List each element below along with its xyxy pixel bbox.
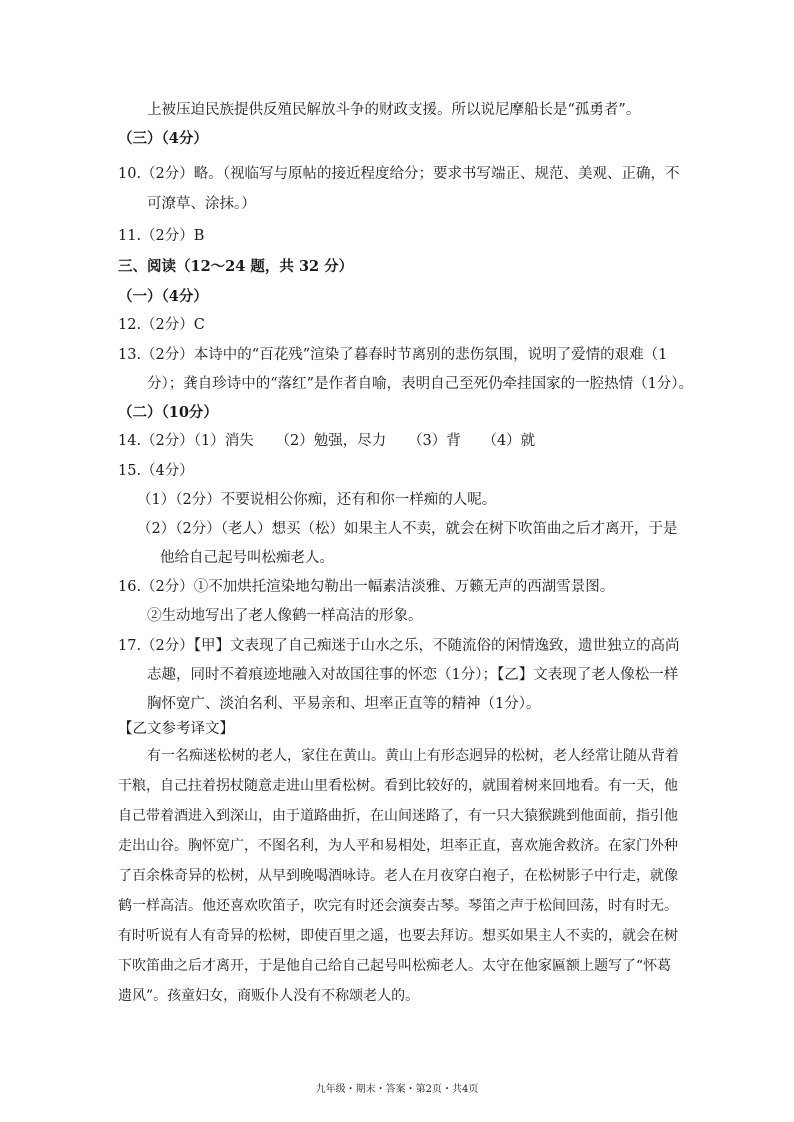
answer-14: 14.（2分）（1）消失 （2）勉强，尽力 （3）背 （4）就 bbox=[118, 433, 536, 449]
text-line: 胸怀宽广、淡泊名利、平易亲和、坦率正直等的精神（1分）。 bbox=[147, 696, 541, 712]
text-line: 他给自己起号叫松痴老人。 bbox=[160, 550, 334, 566]
answer-16: 16.（2分）①不加烘托渲染地勾勒出一幅素洁淡雅、万籁无声的西湖雪景图。 bbox=[118, 579, 615, 595]
text-line: 可潦草、涂抹。） bbox=[147, 196, 256, 212]
page-footer: 九年级・期末・答案・第2页・共4页 bbox=[315, 1084, 479, 1095]
translation-line: 走出山谷。胸怀宽广，不图名利，为人平和易相处，坦率正直，喜欢施舍救济。在家门外种 bbox=[118, 838, 678, 854]
translation-line: 遗风”。孩童妇女，商贩仆人没有不称颂老人的。 bbox=[118, 988, 420, 1004]
answer-17: 17.（2分）【甲】文表现了自己痴迷于山水之乐，不随流俗的闲情逸致，遗世独立的高尚 bbox=[118, 638, 680, 654]
answer-15: 15.（4分） bbox=[118, 463, 194, 479]
answer-10: 10.（2分）略。（视临写与原帖的接近程度给分；要求书写端正、规范、美观、正确，不 bbox=[118, 166, 680, 182]
text-line: 上被压迫民族提供反殖民解放斗争的财政支援。所以说尼摩船长是“孤勇者”。 bbox=[147, 102, 641, 118]
text-line: （2）（2分）（老人）想买（松）如果主人不卖，就会在树下吹笛曲之后才离开，于是 bbox=[137, 521, 678, 537]
translation-line: 有时听说有人有奇异的松树，即使百里之遥，也要去拜访。想买如果主人不卖的，就会在树 bbox=[118, 928, 678, 944]
answer-12: 12.（2分）C bbox=[118, 317, 205, 333]
text-line: （1）（2分）不要说相公你痴，还有和你一样痴的人呢。 bbox=[137, 492, 497, 508]
text-line: ②生动地写出了老人像鹤一样高洁的形象。 bbox=[147, 608, 423, 624]
translation-line: 了百余株奇异的松树，从早到晚喝酒咏诗。老人在月夜穿白袍子，在松树影子中行走，就像 bbox=[118, 868, 678, 884]
text-line: 分）；龚自珍诗中的“落红”是作者自喻，表明自己至死仍牵挂国家的一腔热情（1分）。 bbox=[147, 376, 694, 392]
translation-line: 下吹笛曲之后才离开，于是他自己给自己起号叫松痴老人。太守在他家匾额上题写了“怀葛 bbox=[118, 958, 672, 974]
answer-11: 11.（2分）B bbox=[118, 228, 205, 244]
text-line: 志趣，同时不着痕迹地融入对故国往事的怀恋（1分）；【乙】文表现了老人像松一样 bbox=[147, 667, 679, 683]
answer-13: 13.（2分）本诗中的“百花残”渲染了暮春时节离别的悲伤氛围，说明了爱情的艰难（1 bbox=[118, 347, 668, 363]
translation-line: 自己带着酒进入到深山，由于道路曲折，在山间迷路了，有一只大猿猴跳到他面前，指引他 bbox=[118, 808, 678, 824]
section-heading: （一）（4分） bbox=[118, 288, 208, 305]
translation-line: 干粮，自己拄着拐杖随意走进山里看松树。看到比较好的，就围着树来回地看。有一天，他 bbox=[118, 778, 678, 794]
section-heading: 三、阅读（12～24 题，共 32 分） bbox=[118, 258, 354, 275]
translation-heading: 【乙文参考译文】 bbox=[118, 721, 234, 737]
translation-line: 有一名痴迷松树的老人，家住在黄山。黄山上有形态迥异的松树，老人经常让随从背着 bbox=[147, 748, 679, 764]
translation-line: 鹤一样高洁。他还喜欢吹笛子，吹完有时还会演奏古琴。琴笛之声于松间回荡，时有时无。 bbox=[118, 898, 678, 914]
section-heading: （二）（10分） bbox=[118, 404, 218, 421]
section-heading: （三）（4分） bbox=[118, 130, 208, 147]
